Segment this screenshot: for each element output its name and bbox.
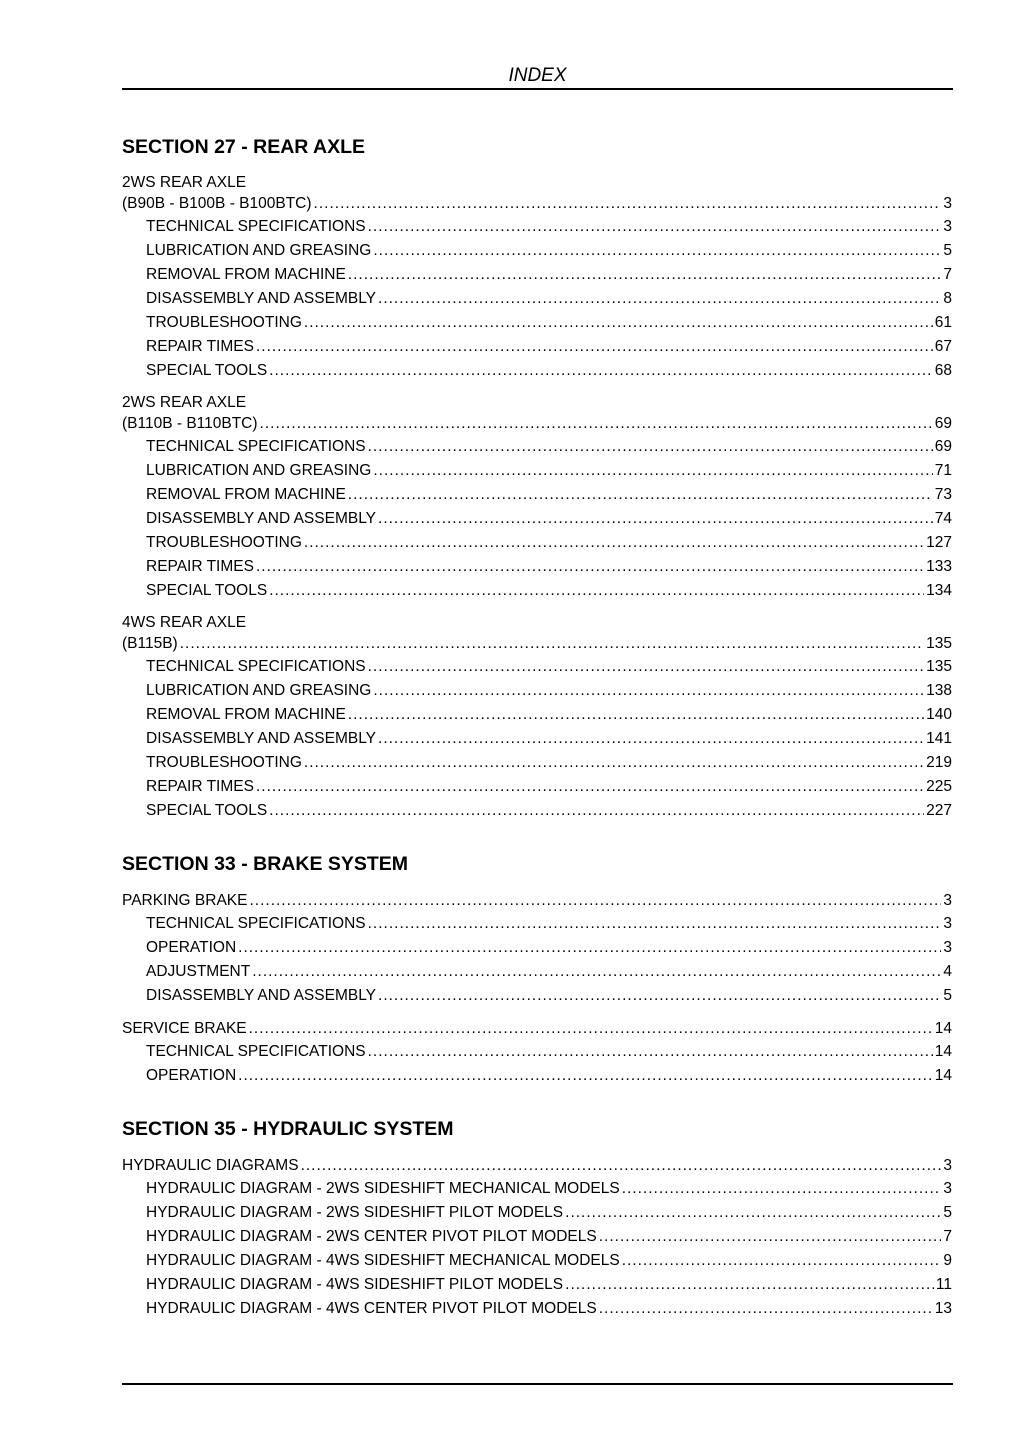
section-title: SECTION 35 - HYDRAULIC SYSTEM xyxy=(122,1118,454,1140)
page-number: 69 xyxy=(934,438,952,455)
entry-label: ADJUSTMENT xyxy=(146,963,251,980)
entry-label: PARKING BRAKE xyxy=(122,892,248,909)
toc-group xyxy=(122,613,952,823)
dot-leader xyxy=(378,507,933,531)
entry-label: TROUBLESHOOTING xyxy=(146,314,302,331)
page-number: 71 xyxy=(934,462,952,479)
toc-subentry[interactable] xyxy=(122,936,952,960)
toc-subentry[interactable] xyxy=(122,960,952,984)
page-number: 227 xyxy=(926,802,952,819)
dot-leader xyxy=(269,359,933,383)
page-title: INDEX xyxy=(508,65,567,86)
toc-group xyxy=(122,1018,952,1088)
entry-label: HYDRAULIC DIAGRAM - 4WS SIDESHIFT MECHANICAL MODELS xyxy=(146,1252,620,1269)
entry-label: REMOVAL FROM MACHINE xyxy=(146,706,346,723)
page-number: 3 xyxy=(943,1157,952,1174)
page-number: 5 xyxy=(943,1204,952,1221)
toc-subentry[interactable] xyxy=(122,1040,952,1064)
toc-subentry[interactable] xyxy=(122,483,952,507)
page-number: 9 xyxy=(943,1252,952,1269)
dot-leader xyxy=(348,263,942,287)
dot-leader xyxy=(599,1225,942,1249)
entry-label: TROUBLESHOOTING xyxy=(146,534,302,551)
entry-label: HYDRAULIC DIAGRAM - 4WS SIDESHIFT PILOT MODELS xyxy=(146,1276,564,1293)
entry-label: TROUBLESHOOTING xyxy=(146,754,302,771)
page-number: 68 xyxy=(934,362,952,379)
page-number: 7 xyxy=(943,1228,952,1245)
dot-leader xyxy=(368,215,942,239)
toc-subentry[interactable] xyxy=(122,579,952,603)
toc-subentry[interactable] xyxy=(122,1297,952,1321)
toc-subentry[interactable] xyxy=(122,727,952,751)
toc-subentry[interactable] xyxy=(122,1225,952,1249)
toc-subentry[interactable] xyxy=(122,775,952,799)
toc-subentry[interactable] xyxy=(122,215,952,239)
page-number: 3 xyxy=(943,218,952,235)
page-number: 3 xyxy=(943,915,952,932)
dot-leader xyxy=(304,531,924,555)
dot-leader xyxy=(378,727,924,751)
toc-section xyxy=(122,845,952,1088)
dot-leader xyxy=(180,633,924,655)
page-number: 3 xyxy=(943,1180,952,1197)
page-number: 138 xyxy=(926,682,952,699)
toc-subentry[interactable] xyxy=(122,1177,952,1201)
dot-leader xyxy=(249,1018,933,1040)
dot-leader xyxy=(368,1040,933,1064)
page-number: 5 xyxy=(943,987,952,1004)
page-number: 3 xyxy=(943,195,952,212)
toc-subentry[interactable] xyxy=(122,1273,952,1297)
dot-leader xyxy=(599,1297,933,1321)
page-number: 14 xyxy=(934,1067,952,1084)
entry-label: TECHNICAL SPECIFICATIONS xyxy=(146,1043,366,1060)
footer-rule xyxy=(122,1383,953,1385)
page-number: 73 xyxy=(934,486,952,503)
toc-subentry[interactable] xyxy=(122,1249,952,1273)
page-number: 13 xyxy=(934,1300,952,1317)
toc-group xyxy=(122,1155,952,1321)
toc-subentry[interactable] xyxy=(122,263,952,287)
toc-group xyxy=(122,393,952,603)
group-label: 4WS REAR AXLE xyxy=(122,614,247,631)
toc-entry[interactable] xyxy=(122,413,952,435)
dot-leader xyxy=(238,1064,933,1088)
dot-leader xyxy=(238,936,941,960)
entry-label: REPAIR TIMES xyxy=(146,778,254,795)
dot-leader xyxy=(314,193,942,215)
toc-subentry[interactable] xyxy=(122,311,952,335)
dot-leader xyxy=(378,984,941,1008)
entry-label: (B115B) xyxy=(122,635,178,652)
page-number: 14 xyxy=(934,1020,952,1037)
dot-leader xyxy=(304,311,933,335)
page-number: 5 xyxy=(943,242,952,259)
page-number: 134 xyxy=(926,582,952,599)
toc-entry[interactable] xyxy=(122,1018,952,1040)
entry-label: REMOVAL FROM MACHINE xyxy=(146,486,346,503)
dot-leader xyxy=(301,1155,942,1177)
toc-subentry[interactable] xyxy=(122,531,952,555)
dot-leader xyxy=(256,555,924,579)
page-number: 135 xyxy=(926,658,952,675)
toc-subentry[interactable] xyxy=(122,655,952,679)
dot-leader xyxy=(565,1273,934,1297)
entry-label: HYDRAULIC DIAGRAM - 2WS SIDESHIFT PILOT MODELS xyxy=(146,1204,564,1221)
group-label: 2WS REAR AXLE xyxy=(122,394,247,411)
entry-label: SPECIAL TOOLS xyxy=(146,362,268,379)
entry-label: TECHNICAL SPECIFICATIONS xyxy=(146,915,366,932)
page-number: 8 xyxy=(943,290,952,307)
entry-label: SPECIAL TOOLS xyxy=(146,582,268,599)
toc-entry[interactable] xyxy=(122,1155,952,1177)
toc-group xyxy=(122,173,952,383)
toc-subentry[interactable] xyxy=(122,1064,952,1088)
dot-leader xyxy=(373,239,941,263)
page-number: 4 xyxy=(943,963,952,980)
dot-leader xyxy=(348,703,924,727)
header-rule xyxy=(122,88,953,90)
entry-label: OPERATION xyxy=(146,939,237,956)
entry-label: REPAIR TIMES xyxy=(146,338,254,355)
group-label: 2WS REAR AXLE xyxy=(122,174,247,191)
entry-label: HYDRAULIC DIAGRAM - 2WS SIDESHIFT MECHANICAL MODELS xyxy=(146,1180,620,1197)
entry-label: DISASSEMBLY AND ASSEMBLY xyxy=(146,290,377,307)
toc-subentry[interactable] xyxy=(122,435,952,459)
page-number: 69 xyxy=(934,415,952,432)
page-number: 141 xyxy=(926,730,952,747)
toc-subentry[interactable] xyxy=(122,239,952,263)
dot-leader xyxy=(348,483,933,507)
toc-subentry[interactable] xyxy=(122,984,952,1008)
dot-leader xyxy=(252,960,941,984)
toc-subentry[interactable] xyxy=(122,359,952,383)
dot-leader xyxy=(368,655,925,679)
page-number: 61 xyxy=(934,314,952,331)
toc-subentry[interactable] xyxy=(122,751,952,775)
entry-label: TECHNICAL SPECIFICATIONS xyxy=(146,218,366,235)
entry-label: OPERATION xyxy=(146,1067,237,1084)
toc-subentry[interactable] xyxy=(122,679,952,703)
dot-leader xyxy=(269,799,924,823)
toc-subentry[interactable] xyxy=(122,912,952,936)
dot-leader xyxy=(373,679,924,703)
section-title: SECTION 27 - REAR AXLE xyxy=(122,136,366,158)
toc-subentry[interactable] xyxy=(122,555,952,579)
page-number: 14 xyxy=(934,1043,952,1060)
toc-group xyxy=(122,890,952,1008)
dot-leader xyxy=(269,579,924,603)
entry-label: (B90B - B100B - B100BTC) xyxy=(122,195,312,212)
page-number: 67 xyxy=(934,338,952,355)
dot-leader xyxy=(260,413,933,435)
entry-label: (B110B - B110BTC) xyxy=(122,415,258,432)
dot-leader xyxy=(304,751,924,775)
dot-leader xyxy=(622,1249,942,1273)
entry-label: TECHNICAL SPECIFICATIONS xyxy=(146,438,366,455)
dot-leader xyxy=(256,335,933,359)
entry-label: REMOVAL FROM MACHINE xyxy=(146,266,346,283)
entry-label: TECHNICAL SPECIFICATIONS xyxy=(146,658,366,675)
entry-label: DISASSEMBLY AND ASSEMBLY xyxy=(146,730,377,747)
dot-leader xyxy=(378,287,941,311)
toc-subentry[interactable] xyxy=(122,703,952,727)
toc-subentry[interactable] xyxy=(122,335,952,359)
entry-label: HYDRAULIC DIAGRAMS xyxy=(122,1157,299,1174)
dot-leader xyxy=(249,890,941,912)
page-number: 74 xyxy=(934,510,952,527)
table-of-contents xyxy=(122,128,952,1321)
page-number: 140 xyxy=(926,706,952,723)
page-number: 127 xyxy=(926,534,952,551)
entry-label: DISASSEMBLY AND ASSEMBLY xyxy=(146,510,377,527)
page-number: 3 xyxy=(943,892,952,909)
toc-section xyxy=(122,1110,952,1321)
entry-label: LUBRICATION AND GREASING xyxy=(146,682,372,699)
section-title: SECTION 33 - BRAKE SYSTEM xyxy=(122,853,409,875)
dot-leader xyxy=(256,775,924,799)
entry-label: LUBRICATION AND GREASING xyxy=(146,242,372,259)
toc-subentry[interactable] xyxy=(122,459,952,483)
page-number: 133 xyxy=(926,558,952,575)
page-number: 135 xyxy=(926,635,952,652)
toc-entry[interactable] xyxy=(122,890,952,912)
entry-label: REPAIR TIMES xyxy=(146,558,254,575)
dot-leader xyxy=(565,1201,941,1225)
toc-entry[interactable] xyxy=(122,193,952,215)
page-number: 225 xyxy=(926,778,952,795)
dot-leader xyxy=(622,1177,942,1201)
dot-leader xyxy=(368,912,942,936)
entry-label: HYDRAULIC DIAGRAM - 2WS CENTER PIVOT PILOT MODELS xyxy=(146,1228,597,1245)
dot-leader xyxy=(373,459,932,483)
entry-label: SERVICE BRAKE xyxy=(122,1020,247,1037)
toc-subentry[interactable] xyxy=(122,1201,952,1225)
page-number: 3 xyxy=(943,939,952,956)
toc-section xyxy=(122,128,952,823)
toc-subentry[interactable] xyxy=(122,507,952,531)
page-number: 7 xyxy=(943,266,952,283)
entry-label: DISASSEMBLY AND ASSEMBLY xyxy=(146,987,377,1004)
toc-entry[interactable] xyxy=(122,633,952,655)
page-number: 219 xyxy=(926,754,952,771)
dot-leader xyxy=(368,435,933,459)
page-number: 11 xyxy=(935,1276,952,1293)
entry-label: SPECIAL TOOLS xyxy=(146,802,268,819)
entry-label: HYDRAULIC DIAGRAM - 4WS CENTER PIVOT PILOT MODELS xyxy=(146,1300,597,1317)
toc-subentry[interactable] xyxy=(122,799,952,823)
entry-label: LUBRICATION AND GREASING xyxy=(146,462,372,479)
toc-subentry[interactable] xyxy=(122,287,952,311)
